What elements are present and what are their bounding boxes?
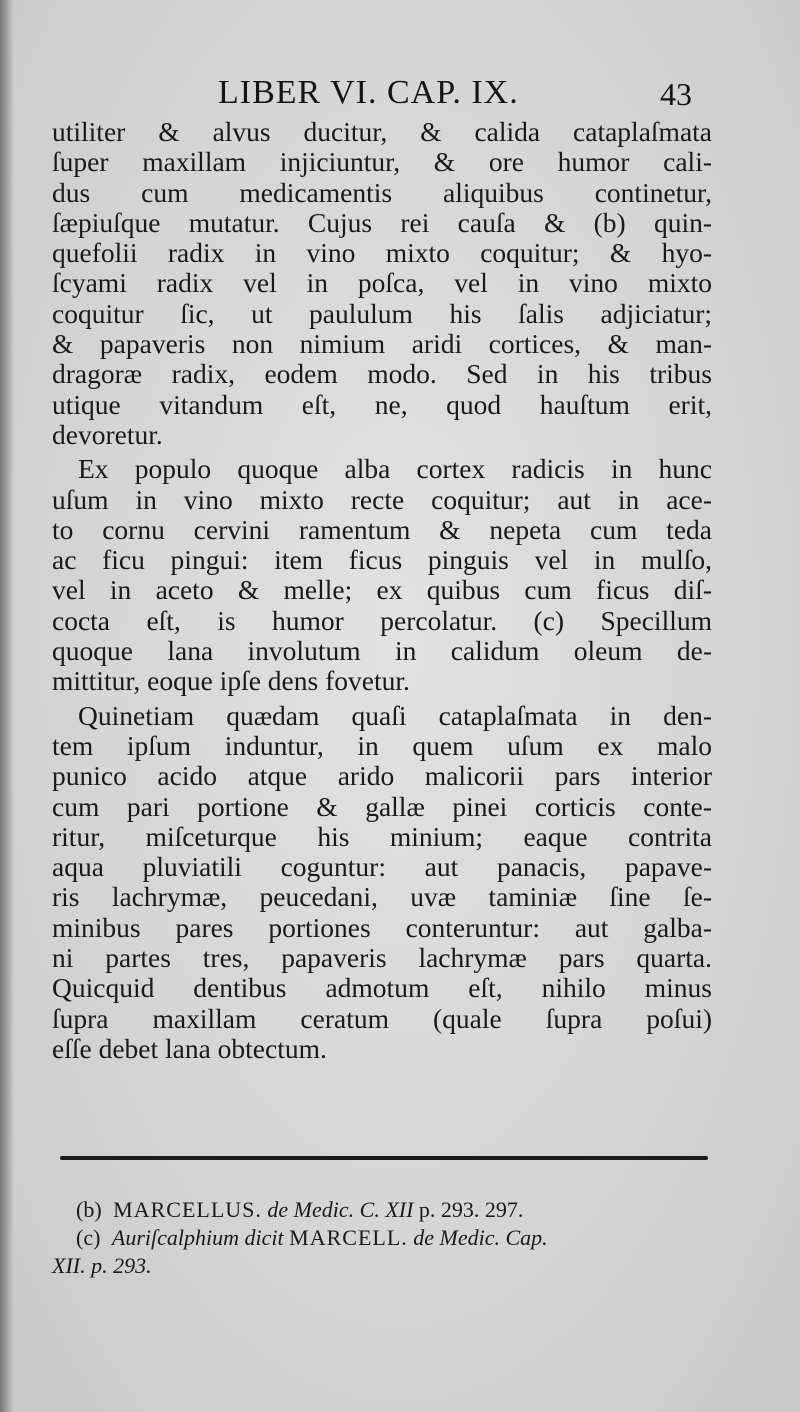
- footnote-work: de Medic. Cap.: [413, 1225, 548, 1250]
- footnote-c: [52, 1224, 712, 1252]
- text-line: ritur, miſceturque his minium; eaque contrita: [52, 820, 712, 852]
- text-line: eſſe debet lana obtectum.: [52, 1032, 327, 1064]
- text-line: utiliter & alvus ducitur, & calida cataplaſmata: [52, 116, 712, 147]
- text-line: & papaveris non nimium aridi cortices, & man-: [52, 328, 712, 360]
- footnote-author: MARCELL.: [289, 1225, 408, 1250]
- page-gutter-shadow: [0, 0, 14, 1412]
- footnote-verb: dicit: [244, 1225, 284, 1250]
- page-number: 43: [660, 76, 692, 112]
- footnote-divider: [60, 1156, 708, 1160]
- text-line: devoretur.: [52, 418, 163, 450]
- text-line: ſupra maxillam ceratum (quale ſupra poſui): [52, 1002, 712, 1034]
- text-line: ni partes tres, papaveris lachrymæ pars quarta.: [52, 942, 712, 974]
- text-line: ſcyami radix vel in poſca, vel in vino mixto: [52, 267, 712, 299]
- text-line: vel in aceto & melle; ex quibus cum ficus diſ-: [52, 574, 712, 606]
- footnotes: [52, 1196, 712, 1280]
- text-line: cocta eſt, is humor percolatur. (c) Specillum: [52, 604, 712, 636]
- text-line: quoque lana involutum in calidum oleum de-: [52, 635, 712, 667]
- text-line: minibus pares portiones conteruntur: aut galba-: [52, 911, 712, 943]
- text-line: Ex populo quoque alba cortex radicis in hunc: [78, 453, 712, 485]
- text-line: uſum in vino mixto recte coquitur; aut in ace-: [52, 483, 712, 515]
- text-line: punico acido atque arido malicorii pars interior: [52, 760, 712, 792]
- text-line: Quinetiam quædam quaſi cataplaſmata in den-: [78, 699, 712, 731]
- paragraph-1: [52, 117, 712, 450]
- footnote-author: MARCELLUS.: [113, 1197, 262, 1222]
- text-line: ac ficu pingui: item ficus pinguis vel in mulſo,: [52, 544, 712, 576]
- footnote-continuation: XII. p. 293.: [52, 1253, 152, 1278]
- text-line: dus cum medicamentis aliquibus continetur,: [52, 176, 712, 208]
- text-line: tem ipſum induntur, in quem uſum ex malo: [52, 729, 712, 761]
- paragraph-2: [52, 454, 712, 696]
- text-line: utique vitandum eſt, ne, quod hauſtum erit,: [52, 388, 712, 420]
- text-line: coquitur ſic, ut paululum his ſalis adjiciatur;: [52, 297, 712, 329]
- text-line: ſuper maxillam injiciuntur, & ore humor cali-: [52, 146, 712, 178]
- footnote-mark: (c): [76, 1225, 101, 1250]
- text-line: aqua pluviatili coguntur: aut panacis, papave-: [52, 851, 712, 883]
- footnote-c-continuation: [52, 1252, 712, 1280]
- running-head: LIBER VI. CAP. IX.: [218, 74, 519, 111]
- footnote-term: Auriſcalphium: [111, 1225, 240, 1250]
- text-line: to cornu cervini ramentum & nepeta cum teda: [52, 513, 712, 545]
- text-line: ſæpiuſque mutatur. Cujus rei cauſa & (b) quin-: [52, 206, 712, 238]
- text-line: Quicquid dentibus admotum eſt, nihilo minus: [52, 972, 712, 1004]
- text-line: ris lachrymæ, peucedani, uvæ taminiæ ſine ſe-: [52, 881, 712, 913]
- footnote-b: [52, 1196, 712, 1224]
- footnote-work: de Medic. C. XII: [267, 1197, 414, 1222]
- text-line: quefolii radix in vino mixto coquitur; & hyo-: [52, 237, 712, 269]
- page-header: [0, 70, 800, 120]
- body-text: [52, 117, 712, 1068]
- paragraph-3: [52, 701, 712, 1065]
- text-line: cum pari portione & gallæ pinei corticis conte-: [52, 790, 712, 822]
- text-line: mittitur, eoque ipſe dens fovetur.: [52, 665, 410, 697]
- footnote-pages: p. 293. 297.: [418, 1197, 524, 1222]
- footnote-mark: (b): [76, 1197, 102, 1222]
- text-line: dragoræ radix, eodem modo. Sed in his tribus: [52, 358, 712, 390]
